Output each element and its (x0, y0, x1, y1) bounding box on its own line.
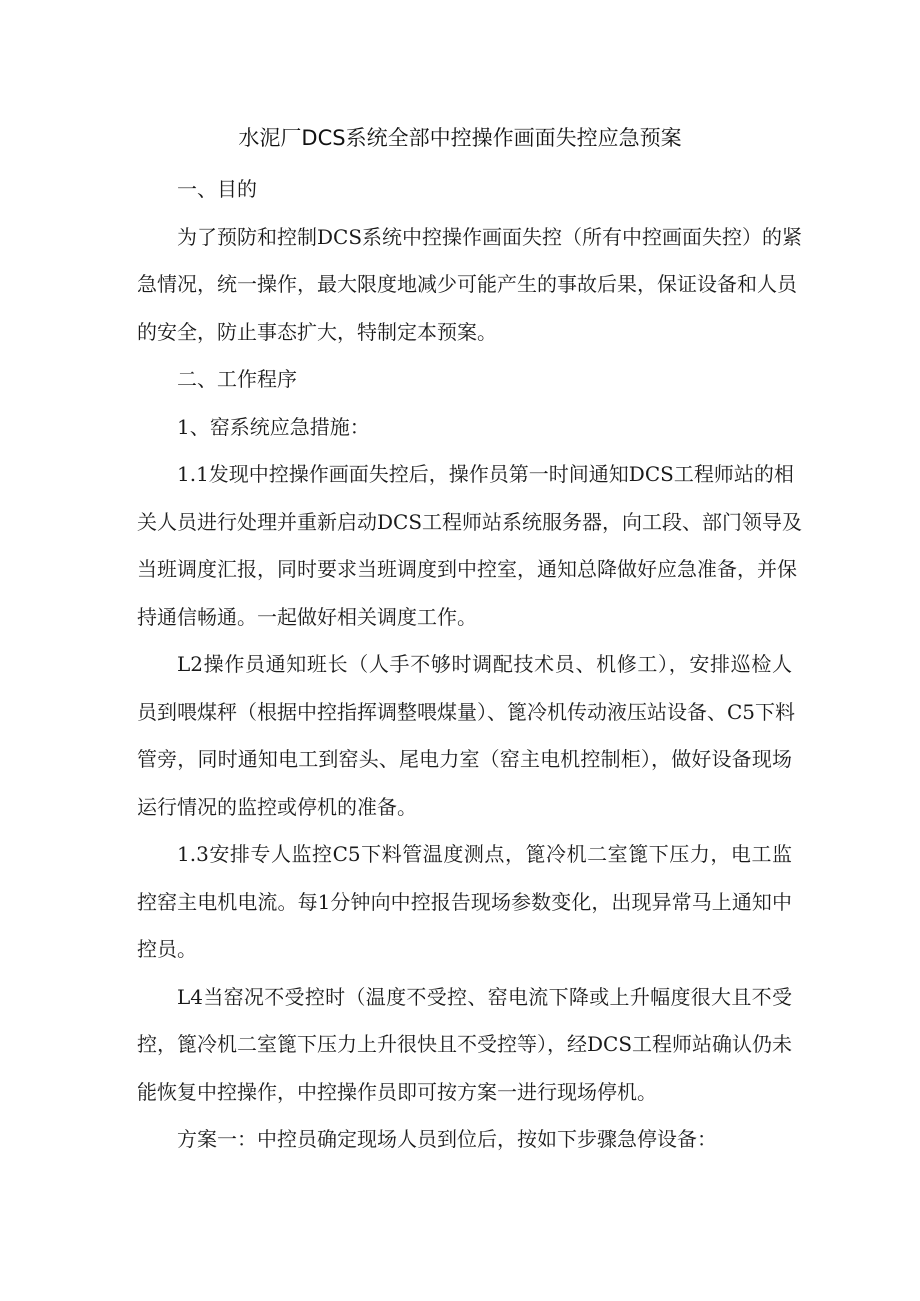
paragraph-line: L4当窑况不受控时（温度不受控、窑电流下降或上升幅度很大且不受 (177, 984, 792, 1009)
paragraph-line: 1.1发现中控操作画面失控后，操作员第一时间通知DCS工程师站的相 (177, 462, 794, 486)
paragraph-line: 运行情况的监控或停机的准备。 (137, 794, 417, 819)
paragraph-line: 1.3安排专人监控C5下料管温度测点，篦冷机二室篦下压力，电工监 (177, 842, 792, 866)
paragraph-line: 急情况，统一操作，最大限度地减少可能产生的事故后果，保证设备和人员 (137, 272, 797, 296)
paragraph-line: L2操作员通知班长（人手不够时调配技术员、机修工），安排巡检人 (177, 652, 792, 676)
paragraph-line: 员到喂煤秤（根据中控指挥调整喂煤量）、篦冷机传动液压站设备、C5下料 (137, 699, 796, 724)
paragraph-line: 的安全，防止事态扩大，特制定本预案。 (137, 319, 497, 344)
subsection-heading-kiln: 1、窑系统应急措施： (177, 414, 370, 439)
paragraph-line: 控，篦冷机二室篦下压力上升很快且不受控等），经DCS工程师站确认仍未 (137, 1032, 793, 1056)
section-heading-purpose: 一、目的 (177, 177, 257, 201)
section-heading-procedure: 二、工作程序 (177, 367, 297, 391)
paragraph-line: 控窑主电机电流。每1分钟向中控报告现场参数变化，出现异常马上通知中 (137, 889, 792, 914)
paragraph-line: 控员。 (137, 937, 197, 961)
paragraph-line: 为了预防和控制DCS系统中控操作画面失控（所有中控画面失控）的紧 (177, 224, 803, 249)
paragraph-line: 管旁，同时通知电工到窑头、尾电力室（窑主电机控制柜），做好设备现场 (137, 747, 792, 771)
paragraph-line: 当班调度汇报，同时要求当班调度到中控室，通知总降做好应急准备，并保 (137, 557, 797, 581)
document-body (137, 174, 803, 1172)
paragraph-line: 持通信畅通。一起做好相关调度工作。 (137, 604, 477, 629)
document-title: 水泥厂DCS系统全部中控操作画面失控应急预案 (238, 126, 682, 150)
plan-one-line: 方案一：中控员确定现场人员到位后，按如下步骤急停设备： (177, 1127, 717, 1151)
paragraph-line: 能恢复中控操作，中控操作员即可按方案一进行现场停机。 (137, 1079, 657, 1104)
paragraph-line: 关人员进行处理并重新启动DCS工程师站系统服务器，向工段、部门领导及 (137, 509, 803, 534)
